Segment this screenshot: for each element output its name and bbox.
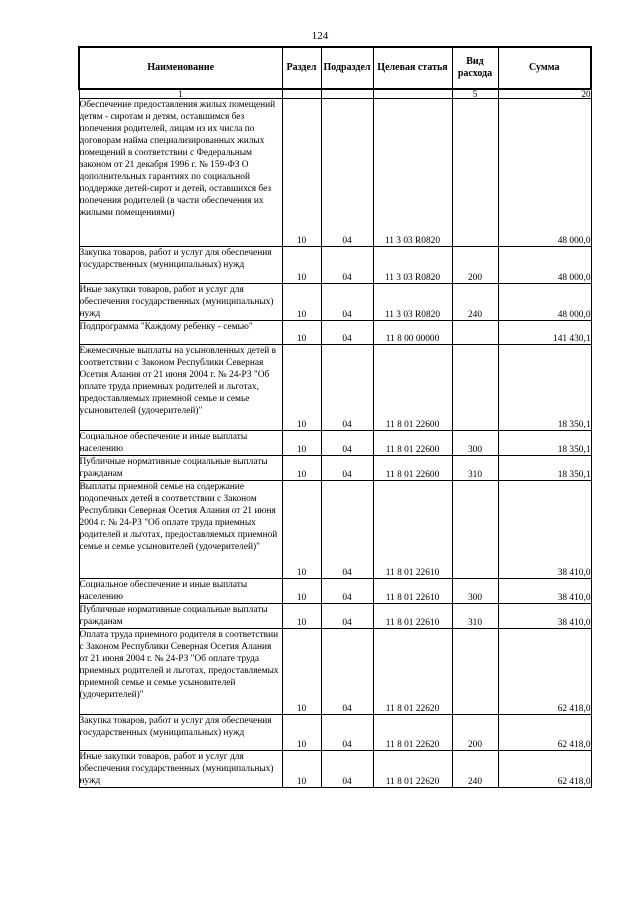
row-section: 10 <box>282 579 321 604</box>
numbering-expense-type: 5 <box>452 89 498 99</box>
header-name: Наименование <box>79 47 282 89</box>
row-amount: 38 410,0 <box>498 604 591 629</box>
row-subsection: 04 <box>321 579 373 604</box>
row-target-article: 11 8 01 22610 <box>373 579 452 604</box>
table-row <box>79 99 591 247</box>
table-row <box>79 456 591 481</box>
row-subsection: 04 <box>321 604 373 629</box>
table-row <box>79 321 591 345</box>
row-subsection: 04 <box>321 481 373 579</box>
table-row <box>79 579 591 604</box>
row-target-article: 11 8 01 22620 <box>373 715 452 751</box>
row-amount: 62 418,0 <box>498 751 591 788</box>
header-target-article: Целевая статья <box>373 47 452 89</box>
row-expense-type: 240 <box>452 751 498 788</box>
row-expense-type: 240 <box>452 284 498 321</box>
row-amount: 18 350,1 <box>498 456 591 481</box>
header-subsection: Подраздел <box>321 47 373 89</box>
numbering-target <box>373 89 452 99</box>
row-amount: 38 410,0 <box>498 579 591 604</box>
table-row <box>79 751 591 788</box>
row-amount: 48 000,0 <box>498 99 591 247</box>
row-target-article: 11 8 01 22600 <box>373 456 452 481</box>
row-amount: 62 418,0 <box>498 629 591 715</box>
header-section: Раздел <box>282 47 321 89</box>
row-name: Иные закупки товаров, работ и услуг для обеспечения государственных (муниципальных) нужд <box>79 284 282 321</box>
row-amount: 141 430,1 <box>498 321 591 345</box>
row-section: 10 <box>282 431 321 456</box>
table-row <box>79 431 591 456</box>
row-section: 10 <box>282 456 321 481</box>
row-subsection: 04 <box>321 321 373 345</box>
row-target-article: 11 3 03 R0820 <box>373 284 452 321</box>
row-amount: 18 350,1 <box>498 345 591 431</box>
row-section: 10 <box>282 345 321 431</box>
row-name: Закупка товаров, работ и услуг для обеспечения государственных (муниципальных) нужд <box>79 247 282 284</box>
row-section: 10 <box>282 321 321 345</box>
row-section: 10 <box>282 715 321 751</box>
numbering-subsection <box>321 89 373 99</box>
table-body <box>79 99 591 788</box>
row-subsection: 04 <box>321 715 373 751</box>
row-expense-type <box>452 481 498 579</box>
table-row <box>79 284 591 321</box>
budget-table <box>78 46 592 788</box>
table-row <box>79 604 591 629</box>
row-target-article: 11 3 03 R0820 <box>373 99 452 247</box>
row-section: 10 <box>282 284 321 321</box>
row-expense-type <box>452 345 498 431</box>
table-row <box>79 481 591 579</box>
row-amount: 18 350,1 <box>498 431 591 456</box>
row-name: Оплата труда приемного родителя в соответствии с Законом Республики Северная Осетия Алания от 21 июня 2004 г. № 24-РЗ "Об оплате труда приемных родителей и льготах, предоставляемых приемной семье и семье усыновителей (удочерителей)" <box>79 629 282 715</box>
numbering-name: 1 <box>79 89 282 99</box>
row-name: Социальное обеспечение и иные выплаты населению <box>79 579 282 604</box>
page-number: 124 <box>311 30 329 42</box>
row-expense-type: 300 <box>452 431 498 456</box>
row-expense-type <box>452 99 498 247</box>
row-target-article: 11 8 01 22610 <box>373 604 452 629</box>
numbering-row <box>79 89 591 99</box>
row-subsection: 04 <box>321 629 373 715</box>
row-amount: 62 418,0 <box>498 715 591 751</box>
row-name: Подпрограмма "Каждому ребенку - семью" <box>79 321 282 345</box>
numbering-amount: 20 <box>498 89 591 99</box>
row-subsection: 04 <box>321 431 373 456</box>
row-subsection: 04 <box>321 284 373 321</box>
row-target-article: 11 8 01 22620 <box>373 751 452 788</box>
row-subsection: 04 <box>321 751 373 788</box>
row-name: Выплаты приемной семье на содержание подопечных детей в соответствии с Законом Республики Северная Осетия Алания от 21 июня 2004 г. № 24-РЗ "Об оплате труда приемных родителей и льготах, предоставляемых приемной семье и семье усыновителей (удочерителей)" <box>79 481 282 579</box>
row-expense-type: 300 <box>452 579 498 604</box>
row-expense-type: 200 <box>452 715 498 751</box>
row-expense-type: 310 <box>452 604 498 629</box>
row-amount: 48 000,0 <box>498 284 591 321</box>
header-amount: Сумма <box>498 47 591 89</box>
row-expense-type: 200 <box>452 247 498 284</box>
header-row <box>79 47 591 89</box>
row-name: Социальное обеспечение и иные выплаты населению <box>79 431 282 456</box>
row-subsection: 04 <box>321 247 373 284</box>
row-amount: 48 000,0 <box>498 247 591 284</box>
row-section: 10 <box>282 99 321 247</box>
row-name: Ежемесячные выплаты на усыновленных детей в соответствии с Законом Республики Северная Осетия Алания от 21 июня 2004 г. № 24-РЗ "Об оплате труда приемных родителей и льготах, предоставляемых приемной семье и семье усыновителей (удочерителей)" <box>79 345 282 431</box>
table-row <box>79 345 591 431</box>
table-row <box>79 629 591 715</box>
row-target-article: 11 8 01 22600 <box>373 345 452 431</box>
table-row <box>79 247 591 284</box>
row-section: 10 <box>282 247 321 284</box>
header-expense-type: Вид расхода <box>452 47 498 89</box>
row-target-article: 11 8 01 22620 <box>373 629 452 715</box>
row-name: Обеспечение предоставления жилых помещений детям - сиротам и детям, оставшимся без попечения родителей, лицам из их числа по договорам найма специализированных жилых помещений в соответствии с Федеральным законом от 21 декабря 1996 г. № 159-ФЗ О дополнительных гарантиях по социальной поддержке детей-сирот и детей, оставшихся без попечения родителей (в части обеспечения их жилыми помещениями) <box>79 99 282 247</box>
row-target-article: 11 8 01 22600 <box>373 431 452 456</box>
row-target-article: 11 8 00 00000 <box>373 321 452 345</box>
row-section: 10 <box>282 751 321 788</box>
table-row <box>79 715 591 751</box>
row-expense-type <box>452 321 498 345</box>
row-amount: 38 410,0 <box>498 481 591 579</box>
row-name: Публичные нормативные социальные выплаты гражданам <box>79 456 282 481</box>
row-expense-type <box>452 629 498 715</box>
row-subsection: 04 <box>321 345 373 431</box>
row-section: 10 <box>282 481 321 579</box>
row-expense-type: 310 <box>452 456 498 481</box>
row-name: Публичные нормативные социальные выплаты гражданам <box>79 604 282 629</box>
row-name: Иные закупки товаров, работ и услуг для обеспечения государственных (муниципальных) нужд <box>79 751 282 788</box>
row-subsection: 04 <box>321 99 373 247</box>
row-subsection: 04 <box>321 456 373 481</box>
row-section: 10 <box>282 604 321 629</box>
row-target-article: 11 8 01 22610 <box>373 481 452 579</box>
row-section: 10 <box>282 629 321 715</box>
numbering-section <box>282 89 321 99</box>
row-name: Закупка товаров, работ и услуг для обеспечения государственных (муниципальных) нужд <box>79 715 282 751</box>
row-target-article: 11 3 03 R0820 <box>373 247 452 284</box>
